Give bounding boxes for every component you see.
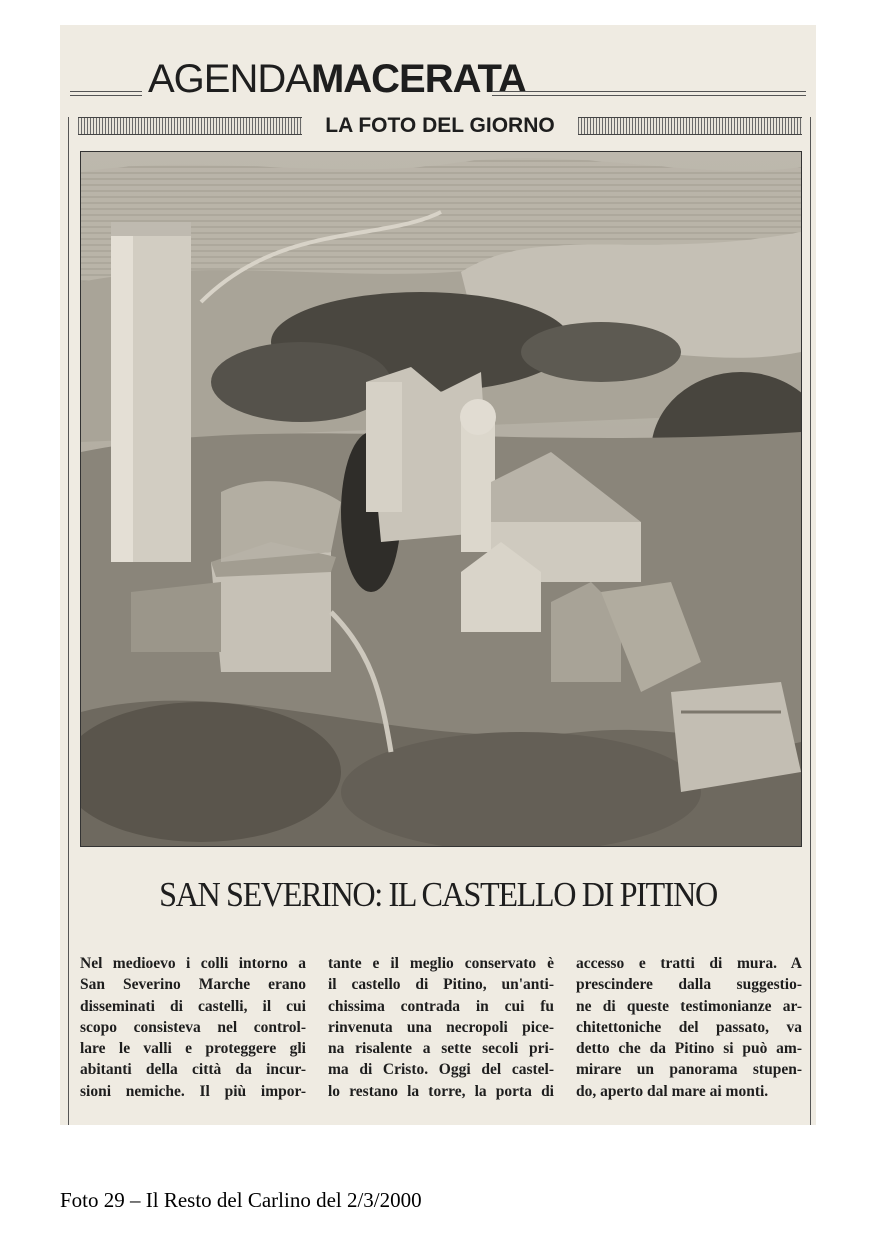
right-column-rule xyxy=(810,117,811,1125)
header-rule-right xyxy=(492,91,806,96)
subheader-bar xyxy=(78,113,802,139)
article-column-3 xyxy=(576,953,802,1102)
section-header xyxy=(60,55,816,105)
section-city: MACERATA xyxy=(310,57,526,101)
subheader-band-left xyxy=(78,117,302,135)
section-title xyxy=(148,55,526,103)
article-line: San Severino Marche erano xyxy=(80,976,306,994)
article-line: chitettoniche del passato, va xyxy=(576,1018,802,1036)
article-line: mirare un panorama stupen- xyxy=(576,1061,802,1079)
figure-caption: Foto 29 – Il Resto del Carlino del 2/3/2000 xyxy=(60,1188,422,1212)
article-line: disseminati di castelli, il cui xyxy=(80,997,306,1015)
article-line: do, aperto dal mare ai monti. xyxy=(576,1082,769,1100)
article-line: chissima contrada in cui fu xyxy=(328,997,554,1015)
article-line: ne di queste testimonianze ar- xyxy=(576,997,802,1015)
article-line: tante e il meglio conservato è xyxy=(328,955,554,972)
article-line: rinvenuta una necropoli pice- xyxy=(328,1018,554,1036)
article-line: accesso e tratti di mura. A xyxy=(576,955,802,972)
castle-photo xyxy=(80,151,802,847)
subheader-label: LA FOTO DEL GIORNO xyxy=(325,114,555,137)
article-line: abitanti della città da incur- xyxy=(80,1061,306,1079)
castle-photo-illustration xyxy=(81,152,801,846)
header-rule-left xyxy=(70,91,142,96)
article-line: Nel medioevo i colli intorno a xyxy=(80,955,306,972)
article-line: scopo consisteva nel control- xyxy=(80,1018,306,1036)
article-line: ma di Cristo. Oggi del castel- xyxy=(328,1061,554,1079)
newspaper-clipping xyxy=(60,25,816,1125)
article-line: detto che da Pitino si può am- xyxy=(576,1040,802,1058)
subheader-band-right xyxy=(578,117,802,135)
left-column-rule xyxy=(68,117,69,1125)
article-line: na risalente a sette secoli pri- xyxy=(328,1040,554,1058)
article-headline: SAN SEVERINO: IL CASTELLO DI PITINO xyxy=(159,875,717,914)
section-prefix: AGENDA xyxy=(148,57,311,101)
article-line: lo restano la torre, la porta di xyxy=(328,1082,554,1100)
article-line: lare le valli e proteggere gli xyxy=(80,1040,306,1058)
article-column-1 xyxy=(80,953,306,1102)
article-line: il castello di Pitino, un'anti- xyxy=(328,976,554,994)
article-column-2 xyxy=(328,953,554,1102)
article-line: prescindere dalla suggestio- xyxy=(576,976,802,994)
article-line: sioni nemiche. Il più impor- xyxy=(80,1082,306,1100)
